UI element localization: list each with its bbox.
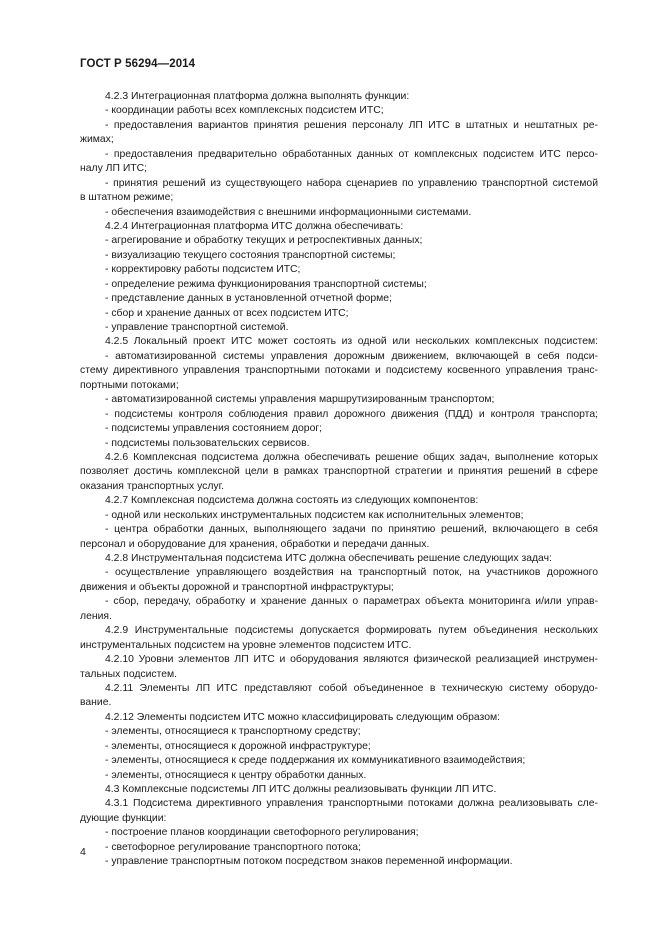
text-line: - управление транспортным потоком посредством знаков переменной информации. <box>105 856 513 868</box>
text-line: - светофорное регулирование транспортного потока; <box>105 841 361 853</box>
text-line: 4.2.9 Инструментальные подсистемы допускается формировать путем объединения нескольких <box>105 625 598 637</box>
text-line: - построение планов координации светофорного регулирования; <box>105 827 419 839</box>
text-line: налу ЛП ИТС; <box>80 163 148 175</box>
text-line: 4.2.4 Интеграционная платформа ИТС должна обеспечивать: <box>105 220 404 232</box>
text-line: дующие функции: <box>80 812 167 824</box>
text-line: - элементы, относящиеся к дорожной инфраструктуре; <box>105 740 371 752</box>
document-header: ГОСТ Р 56294—2014 <box>80 58 196 70</box>
text-line: в штатном режиме; <box>80 192 174 204</box>
text-line: - элементы, относящиеся к среде поддержания их коммуникативного взаимодействия; <box>105 755 526 767</box>
text-line: жимах; <box>80 134 114 146</box>
text-line: стему директивного управления транспортными потоками и подсистему косвенного управления транс- <box>80 365 598 377</box>
text-line: - предоставления предварительно обработанных данных от комплексных подсистем ИТС персо- <box>105 148 598 160</box>
text-line: тальных подсистем. <box>80 668 178 680</box>
text-line: 4.2.10 Уровни элементов ЛП ИТС и оборудования являются физической реализацией инструмен- <box>105 654 598 666</box>
text-line: 4.2.3 Интеграционная платформа должна выполнять функции: <box>105 91 410 102</box>
text-line: 4.2.5 Локальный проект ИТС может состоять из одной или нескольких комплексных подсистем: <box>105 336 598 348</box>
text-line: - центра обработки данных, выполняющего задачи по принятию решений, включающего в себя <box>105 524 598 536</box>
text-line: вание. <box>80 697 112 709</box>
text-line: - сбор, передачу, обработку и хранение данных о параметрах объекта мониторинга и/или управ- <box>105 596 598 608</box>
text-line: - элементы, относящиеся к транспортному средству; <box>105 726 361 738</box>
text-line: движения и объекты дорожной и транспортной инфраструктуры; <box>80 581 394 593</box>
text-line: 4.3 Комплексные подсистемы ЛП ИТС должны реализовывать функции ЛП ИТС. <box>105 784 497 795</box>
text-line: - автоматизированной системы управления маршрутизированным транспортом; <box>105 394 495 406</box>
text-line: 4.2.8 Инструментальная подсистема ИТС должна обеспечивать решение следующих задач: <box>105 553 552 564</box>
text-line: - подсистемы управления состоянием дорог; <box>105 423 323 435</box>
text-line: 4.2.12 Элементы подсистем ИТС можно классифицировать следующим образом: <box>105 711 501 723</box>
text-line: - координации работы всех комплексных подсистем ИТС; <box>105 105 384 117</box>
text-line: - осуществление управляющего воздействия на транспортный поток, на участников дорожного <box>105 567 598 579</box>
text-line: - сбор и хранение данных от всех подсистем ИТС; <box>105 307 349 319</box>
text-line: - визуализацию текущего состояния транспортной системы; <box>105 249 396 261</box>
text-line: - управление транспортной системой. <box>105 322 289 333</box>
text-line: позволяет достичь комплексной цели в рамках транспортной стратегии и принятия решений в сфере <box>80 466 598 478</box>
text-line: - одной или нескольких инструментальных подсистем как исполнительных элементов; <box>105 509 524 521</box>
text-line: - определение режима функционирования транспортной системы; <box>105 278 427 290</box>
text-line: - корректировку работы подсистем ИТС; <box>105 264 301 276</box>
text-line: - представление данных в установленной отчетной форме; <box>105 293 392 305</box>
text-line: персонал и оборудование для хранения, обработки и передачи данных. <box>80 538 430 550</box>
text-line: 4.2.11 Элементы ЛП ИТС представляют собой объединенное в техническую систему оборудо- <box>105 682 598 694</box>
text-line: - агрегирование и обработку текущих и ретроспективных данных; <box>105 235 423 247</box>
text-line: - автоматизированной системы управления дорожным движением, включающей в себя подси- <box>105 350 598 362</box>
text-line: ления. <box>80 610 112 622</box>
text-line: - предоставления вариантов принятия решения персоналу ЛП ИТС в штатных и нештатных ре- <box>105 119 598 131</box>
page-number: 4 <box>80 846 86 858</box>
text-line: - принятия решений из существующего набора сценариев по управлению транспортной системой <box>105 177 598 189</box>
text-line: 4.2.7 Комплексная подсистема должна состоять из следующих компонентов: <box>105 495 479 507</box>
text-line: оказания транспортных услуг. <box>80 480 225 492</box>
text-line: инструментальных подсистем на уровне элементов подсистем ИТС. <box>80 639 412 651</box>
text-line: - элементы, относящиеся к центру обработки данных. <box>105 769 367 781</box>
text-line: - подсистемы пользовательских сервисов. <box>105 437 310 449</box>
text-line: - обеспечения взаимодействия с внешними информационными системами. <box>105 206 472 218</box>
text-line: 4.3.1 Подсистема директивного управления транспортными потоками должна реализовывать сле- <box>105 798 598 810</box>
text-line: - подсистемы контроля соблюдения правил дорожного движения (ПДД) и контроля транспорта; <box>105 408 598 420</box>
text-line: портными потоками; <box>80 379 179 391</box>
document-body <box>80 90 598 870</box>
text-line: 4.2.6 Комплексная подсистема должна обеспечивать решение общих задач, выполнение которых <box>105 451 598 463</box>
